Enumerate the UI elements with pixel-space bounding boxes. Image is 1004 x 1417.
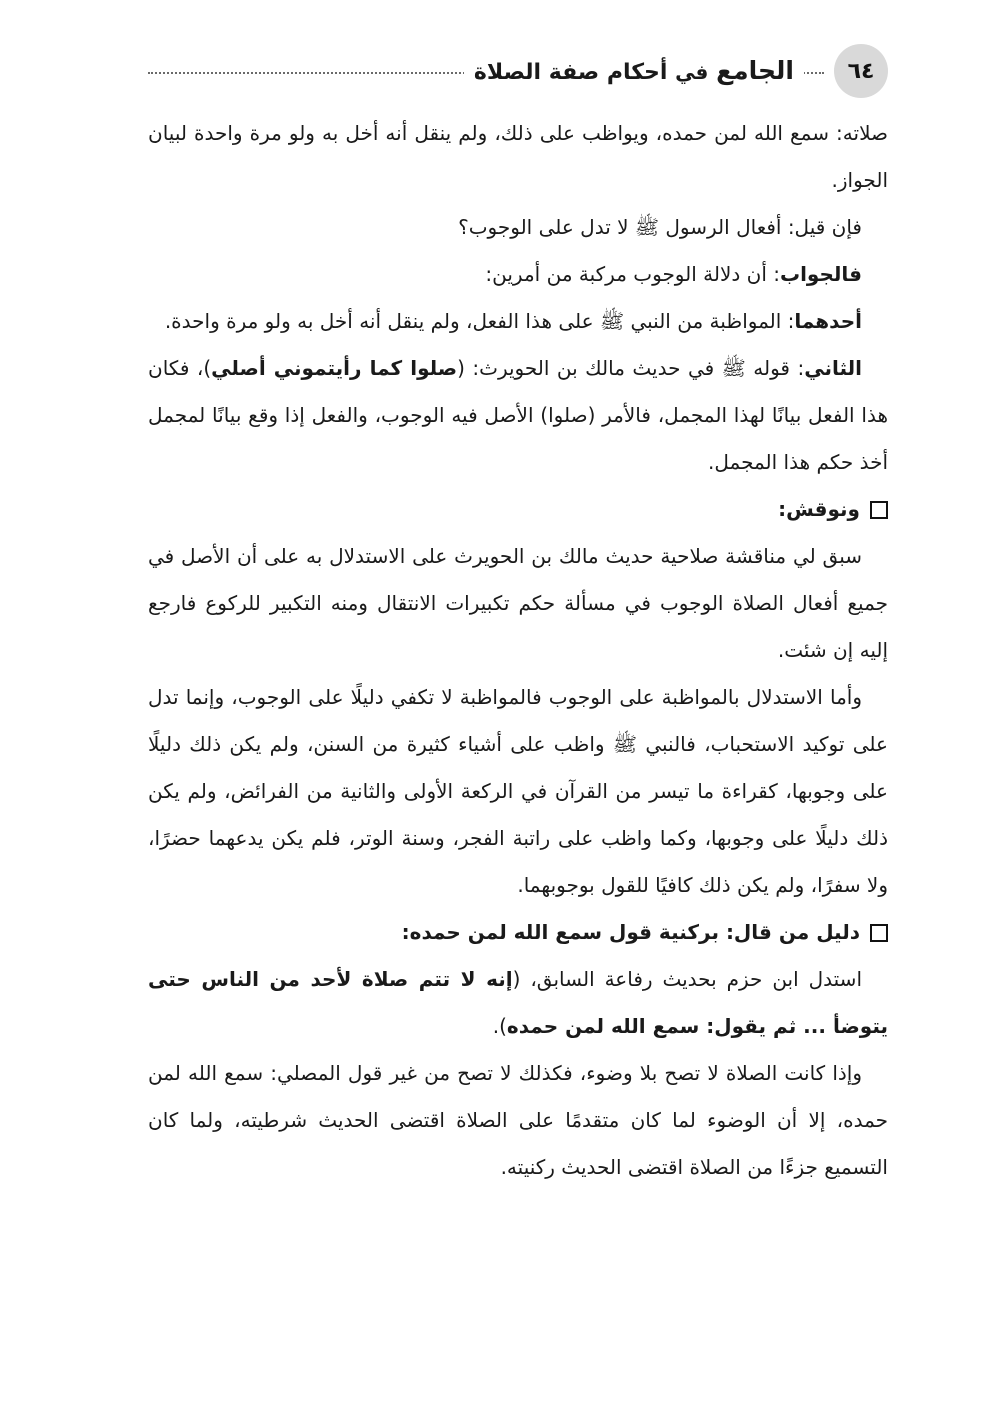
book-title-rest: أحكام صفة الصلاة bbox=[473, 60, 668, 85]
book-title-connector: في bbox=[675, 60, 709, 84]
answer-text: : أن دلالة الوجوب مركبة من أمرين: bbox=[485, 262, 780, 286]
first-point-text: : المواظبة من النبي ﷺ على هذا الفعل، ولم ينقل أنه أخل به ولو مرة واحدة. bbox=[164, 309, 795, 333]
running-header bbox=[148, 44, 888, 100]
second-point-text-a: : قوله ﷺ في حديث مالك بن الحويرث: ( bbox=[457, 356, 805, 380]
second-point-text-b: )، فكان هذا الفعل بيانًا لهذا المجمل، فالأمر (صلوا) الأصل فيه الوجوب، والفعل إذا وقع بيانًا لمجمل أخذ حكم هذا المجمل. bbox=[148, 356, 888, 474]
page-body bbox=[148, 110, 888, 1191]
paragraph-objection: فإن قيل: أفعال الرسول ﷺ لا تدل على الوجوب؟ bbox=[458, 215, 862, 239]
book-title bbox=[464, 56, 804, 85]
page-number: ٦٤ bbox=[834, 44, 888, 98]
first-point-lead: أحدهما bbox=[794, 309, 862, 333]
section-heading-evidence bbox=[148, 909, 888, 956]
evidence-text-a: استدل ابن حزم بحديث رفاعة السابق، ( bbox=[512, 967, 862, 991]
section-heading-discussion-text: ونوقش: bbox=[778, 497, 860, 521]
paragraph-discussion-1: سبق لي مناقشة صلاحية حديث مالك بن الحويرث على الاستدلال به على أن الأصل في جميع أفعال الصلاة الوجوب في مسألة حكم تكبيرات الانتقال ومنه التكبير للركوع فارجع إليه إن شئت. bbox=[148, 544, 888, 662]
paragraph-evidence-2: وإذا كانت الصلاة لا تصح بلا وضوء، فكذلك لا تصح من غير قول المصلي: سمع الله لمن حمده، إلا أن الوضوء لما كان متقدمًا على الصلاة اقتضى الحديث شرطيته، ولما كان التسميع جزءًا من الصلاة اقتضى الحديث ركنيته. bbox=[148, 1061, 888, 1179]
answer-lead: فالجواب bbox=[779, 262, 862, 286]
second-point-hadith-quote: صلوا كما رأيتموني أصلي bbox=[211, 356, 458, 380]
paragraph-first-point bbox=[148, 298, 888, 345]
second-point-lead: الثاني bbox=[804, 356, 862, 380]
square-bullet-icon bbox=[870, 501, 888, 519]
paragraph-continuation: صلاته: سمع الله لمن حمده، ويواظب على ذلك، ولم ينقل أنه أخل به ولو مرة واحدة لبيان الجواز. bbox=[148, 121, 888, 192]
paragraph-evidence-1 bbox=[148, 956, 888, 1050]
paragraph-answer bbox=[148, 251, 888, 298]
paragraph-second-point bbox=[148, 345, 888, 486]
section-heading-evidence-text: دليل من قال: بركنية قول سمع الله لمن حمده: bbox=[401, 920, 860, 944]
book-title-main: الجامع bbox=[716, 56, 794, 85]
paragraph-discussion-2: وأما الاستدلال بالمواظبة على الوجوب فالمواظبة لا تكفي دليلًا على الوجوب، وإنما تدل على توكيد الاستحباب، فالنبي ﷺ واظب على أشياء كثيرة من السنن، ولم يكن ذلك دليلًا على وجوبها، كقراءة ما تيسر من القرآن في الركعة الأولى والثانية من الفرائض، ولم يكن ذلك دليلًا على وجوبها، وكما واظب على راتبة الفجر، وسنة الوتر، فلم يكن يدعهما حضرًا، ولا سفرًا، ولم يكن ذلك كافيًا للقول بوجوبهما. bbox=[148, 685, 888, 897]
section-heading-discussion bbox=[148, 486, 888, 533]
evidence-hadith-quote: إنه لا تتم صلاة لأحد من الناس حتى يتوضأ ... ثم يقول: سمع الله لمن حمده bbox=[148, 967, 888, 1038]
square-bullet-icon bbox=[870, 924, 888, 942]
evidence-text-b: ). bbox=[492, 1014, 507, 1038]
